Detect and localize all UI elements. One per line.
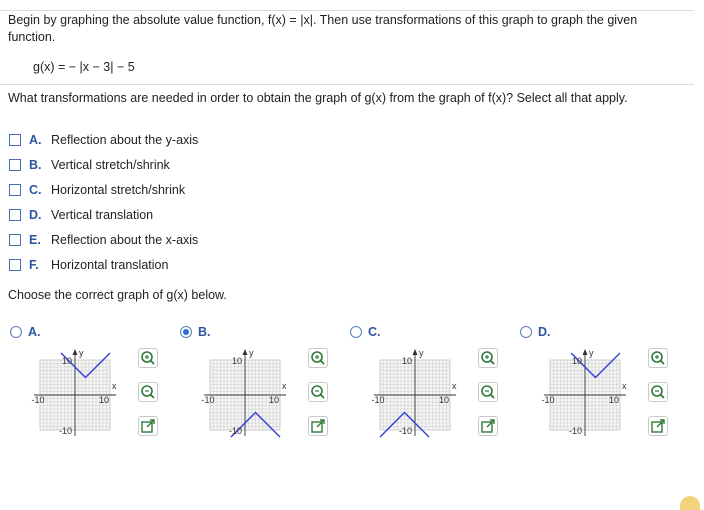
choose-graph-text: Choose the correct graph of g(x) below. [8,288,227,302]
y-max-label: 10 [61,356,72,366]
graph-option-b[interactable] [180,322,350,442]
x-max-label: 10 [268,395,280,405]
expand-icon [649,417,667,435]
option-a[interactable] [9,127,198,152]
radio-button[interactable] [520,326,532,338]
x-axis-label: x [452,381,457,391]
y-axis-label: y [79,348,84,358]
zoom-in-icon [309,349,327,367]
x-max-label: 10 [438,395,450,405]
zoom-in-icon [649,349,667,367]
checkbox[interactable] [9,134,21,146]
option-letter: B. [29,157,42,172]
y-min-label: -10 [568,426,582,436]
expand-button[interactable] [308,416,328,436]
graph-canvas [180,342,300,442]
radio-button-selected[interactable] [180,326,192,338]
graph-option-d[interactable] [520,322,690,442]
section-divider [0,84,694,85]
zoom-out-button[interactable] [138,382,158,402]
checkbox[interactable] [9,234,21,246]
x-axis-label: x [282,381,287,391]
zoom-in-icon [479,349,497,367]
y-axis-arrow [73,349,78,355]
option-label: Reflection about the y-axis [51,132,199,147]
expand-button[interactable] [648,416,668,436]
help-tab[interactable] [680,496,700,510]
option-label: Vertical stretch/shrink [51,157,170,172]
graph-option-label: C. [368,325,381,339]
expand-icon [309,417,327,435]
x-min-label: -10 [31,395,45,405]
checkbox-options [9,127,198,277]
graph-option-label: D. [538,325,551,339]
y-min-label: -10 [58,426,72,436]
zoom-out-button[interactable] [308,382,328,402]
zoom-in-icon [139,349,157,367]
top-divider [0,10,694,11]
graph-option-label: A. [28,325,41,339]
option-e[interactable] [9,227,198,252]
option-d[interactable] [9,202,198,227]
zoom-out-icon [649,383,667,401]
option-letter: E. [29,232,41,247]
question-text: What transformations are needed in order to obtain the graph of g(x) from the graph of f(x)? Select all that apply. [8,91,628,105]
x-min-label: -10 [541,395,555,405]
prompt-text [8,12,688,46]
option-label: Horizontal stretch/shrink [51,182,186,197]
y-axis-arrow [243,349,248,355]
x-axis-label: x [622,381,627,391]
y-min-label: -10 [228,426,242,436]
option-label: Horizontal translation [51,257,169,272]
graph-option-label: B. [198,325,211,339]
prompt-line-1: Begin by graphing the absolute value function, f(x) = |x|. Then use transformations of this graph to graph the given [8,13,638,27]
zoom-in-button[interactable] [648,348,668,368]
y-axis-label: y [249,348,254,358]
option-letter: D. [29,207,42,222]
option-label: Vertical translation [51,207,154,222]
graph-canvas [10,342,130,442]
checkbox[interactable] [9,209,21,221]
prompt-line-2: function. [8,30,56,44]
y-max-label: 10 [231,356,242,366]
y-min-label: -10 [398,426,412,436]
checkbox[interactable] [9,184,21,196]
x-min-label: -10 [371,395,385,405]
zoom-in-button[interactable] [138,348,158,368]
y-axis-arrow [413,349,418,355]
x-axis-label: x [112,381,117,391]
option-b[interactable] [9,152,198,177]
option-letter: A. [29,132,42,147]
x-min-label: -10 [201,395,215,405]
zoom-out-button[interactable] [648,382,668,402]
option-letter: C. [29,182,42,197]
y-axis-arrow [583,349,588,355]
graph-canvas [350,342,470,442]
checkbox[interactable] [9,259,21,271]
zoom-out-icon [309,383,327,401]
function-expression: g(x) = − |x − 3| − 5 [33,60,135,74]
zoom-in-button[interactable] [308,348,328,368]
x-max-label: 10 [98,395,110,405]
y-max-label: 10 [401,356,412,366]
zoom-out-icon [139,383,157,401]
zoom-out-icon [479,383,497,401]
option-letter: F. [29,257,39,272]
expand-button[interactable] [138,416,158,436]
radio-button[interactable] [10,326,22,338]
option-c[interactable] [9,177,198,202]
option-f[interactable] [9,252,198,277]
y-axis-label: y [589,348,594,358]
checkbox[interactable] [9,159,21,171]
option-label: Reflection about the x-axis [51,232,199,247]
expand-icon [479,417,497,435]
y-max-label: 10 [571,356,582,366]
graph-option-a[interactable] [10,322,180,442]
zoom-out-button[interactable] [478,382,498,402]
expand-icon [139,417,157,435]
y-axis-label: y [419,348,424,358]
zoom-in-button[interactable] [478,348,498,368]
graph-canvas [520,342,640,442]
expand-button[interactable] [478,416,498,436]
x-max-label: 10 [608,395,620,405]
graph-option-c[interactable] [350,322,520,442]
radio-button[interactable] [350,326,362,338]
